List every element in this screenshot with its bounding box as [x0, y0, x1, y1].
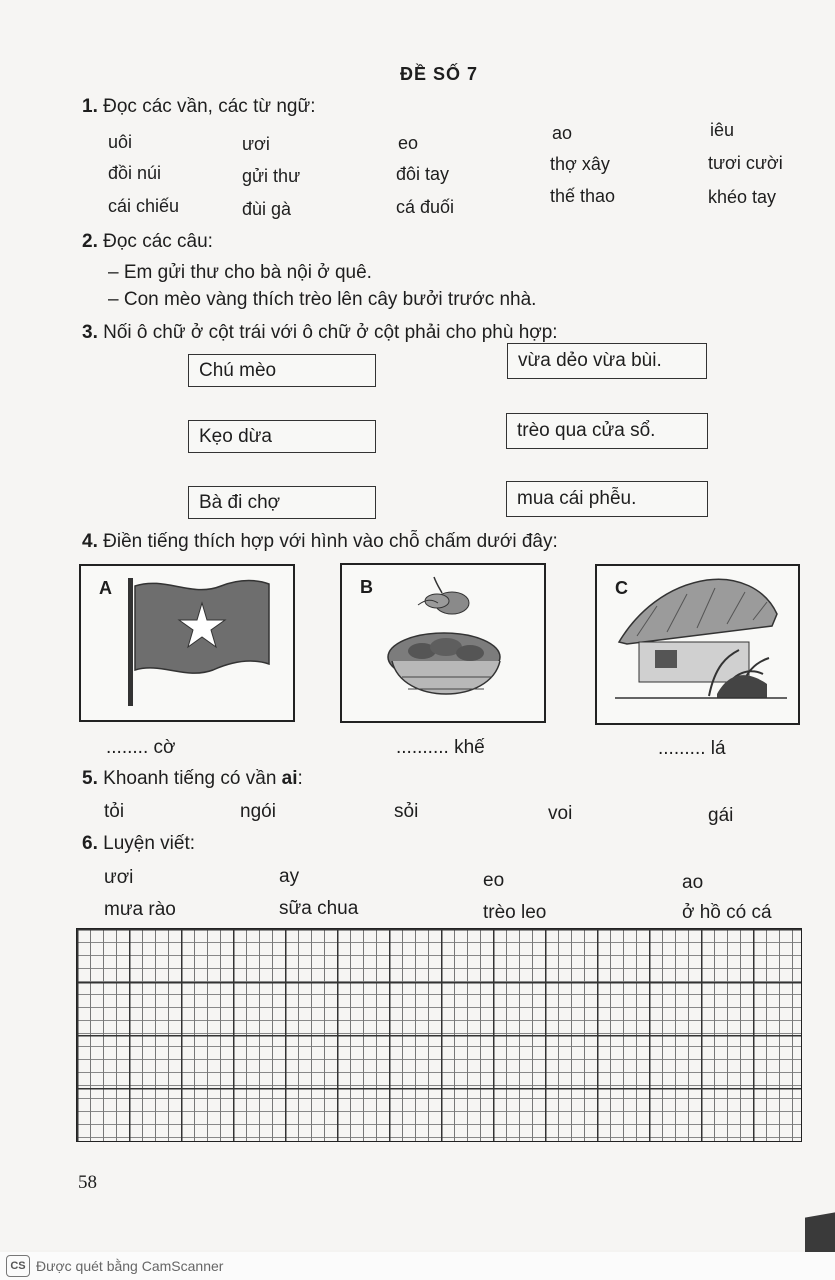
- question-3-text: Nối ô chữ ở cột trái với ô chữ ở cột phải cho phù hợp:: [103, 322, 558, 343]
- q1-cell: ao: [552, 123, 573, 143]
- circle-word[interactable]: gái: [708, 805, 734, 826]
- question-5: [82, 768, 303, 790]
- practice-word: ươi: [104, 867, 134, 888]
- practice-word: trèo leo: [483, 902, 547, 923]
- page-title: ĐỀ SỐ 7: [400, 64, 479, 84]
- match-left-box[interactable]: Kẹo dừa: [188, 420, 376, 453]
- camscanner-logo-icon: CS: [6, 1255, 30, 1277]
- question-4-text: Điền tiếng thích hợp với hình vào chỗ chấm dưới đây:: [103, 531, 558, 552]
- q1-cell: uôi: [108, 132, 133, 152]
- q1-cell: gửi thư: [242, 166, 301, 186]
- q1-cell: iêu: [710, 120, 735, 140]
- q2-sentence: – Con mèo vàng thích trèo lên cây bưởi trước nhà.: [108, 289, 537, 310]
- question-5-number: 5.: [82, 768, 98, 789]
- q1-cell: đôi tay: [396, 164, 450, 184]
- circle-word[interactable]: ngói: [240, 801, 276, 822]
- q2-sentence: – Em gửi thư cho bà nội ở quê.: [108, 262, 372, 283]
- match-right-box[interactable]: vừa dẻo vừa bùi.: [507, 343, 707, 379]
- q1-cell: thợ xây: [550, 154, 610, 174]
- match-right-box[interactable]: mua cái phễu.: [506, 481, 708, 517]
- q1-cell: đồi núi: [108, 163, 162, 183]
- picture-c-frame: [595, 564, 800, 725]
- page-number: 58: [78, 1172, 97, 1193]
- question-6-text: Luyện viết:: [103, 833, 196, 854]
- fill-blank[interactable]: .......... khế: [396, 737, 485, 758]
- question-6: [82, 833, 195, 855]
- q1-cell: tươi cười: [708, 153, 783, 173]
- question-3-number: 3.: [82, 322, 98, 343]
- picture-label: A: [99, 578, 112, 598]
- starfruit-basket-icon: [342, 565, 544, 721]
- question-5-text: Khoanh tiếng có vần: [103, 768, 282, 789]
- question-2-number: 2.: [82, 231, 98, 252]
- question-2-text: Đọc các câu:: [103, 231, 213, 252]
- question-5-colon: :: [297, 768, 303, 789]
- page-edge-shadow: [805, 1212, 835, 1257]
- question-3: [82, 322, 558, 344]
- circle-word[interactable]: tỏi: [104, 801, 125, 822]
- scanner-footer-text: Được quét bằng CamScanner: [36, 1258, 224, 1274]
- picture-b-frame: [340, 563, 546, 723]
- scanner-footer: [0, 1252, 835, 1280]
- practice-word: eo: [483, 870, 505, 891]
- q1-cell: đùi gà: [242, 199, 292, 219]
- writing-practice-grid[interactable]: [76, 928, 802, 1142]
- q1-cell: thế thao: [550, 186, 616, 206]
- circle-word[interactable]: voi: [548, 803, 573, 824]
- picture-label: C: [615, 578, 628, 598]
- fill-blank[interactable]: ......... lá: [658, 738, 726, 759]
- picture-label: B: [360, 577, 373, 597]
- match-left-box[interactable]: Chú mèo: [188, 354, 376, 387]
- practice-word: ay: [279, 866, 300, 887]
- question-5-rhyme: ai: [281, 768, 298, 789]
- q1-cell: cá đuối: [396, 197, 455, 217]
- practice-word: ở hồ có cá: [682, 902, 772, 923]
- practice-word: ao: [682, 872, 704, 893]
- q1-cell: ươi: [242, 134, 270, 154]
- thatched-house-icon: [597, 566, 798, 723]
- question-1-number: 1.: [82, 96, 98, 117]
- q1-cell: khéo tay: [708, 187, 777, 207]
- picture-a-frame: [79, 564, 295, 722]
- circle-word[interactable]: sỏi: [394, 801, 419, 822]
- flag-icon: [81, 566, 293, 720]
- question-1: [82, 96, 316, 118]
- question-6-number: 6.: [82, 833, 98, 854]
- match-left-box[interactable]: Bà đi chợ: [188, 486, 376, 519]
- question-4: [82, 531, 558, 553]
- fill-blank[interactable]: ........ cờ: [106, 737, 176, 758]
- q1-cell: eo: [398, 133, 419, 153]
- question-2: [82, 231, 213, 253]
- match-right-box[interactable]: trèo qua cửa sổ.: [506, 413, 708, 449]
- q1-cell: cái chiếu: [108, 196, 180, 216]
- practice-word: mưa rào: [104, 899, 176, 920]
- question-1-text: Đọc các vần, các từ ngữ:: [103, 96, 316, 117]
- practice-word: sữa chua: [279, 898, 359, 919]
- question-4-number: 4.: [82, 531, 98, 552]
